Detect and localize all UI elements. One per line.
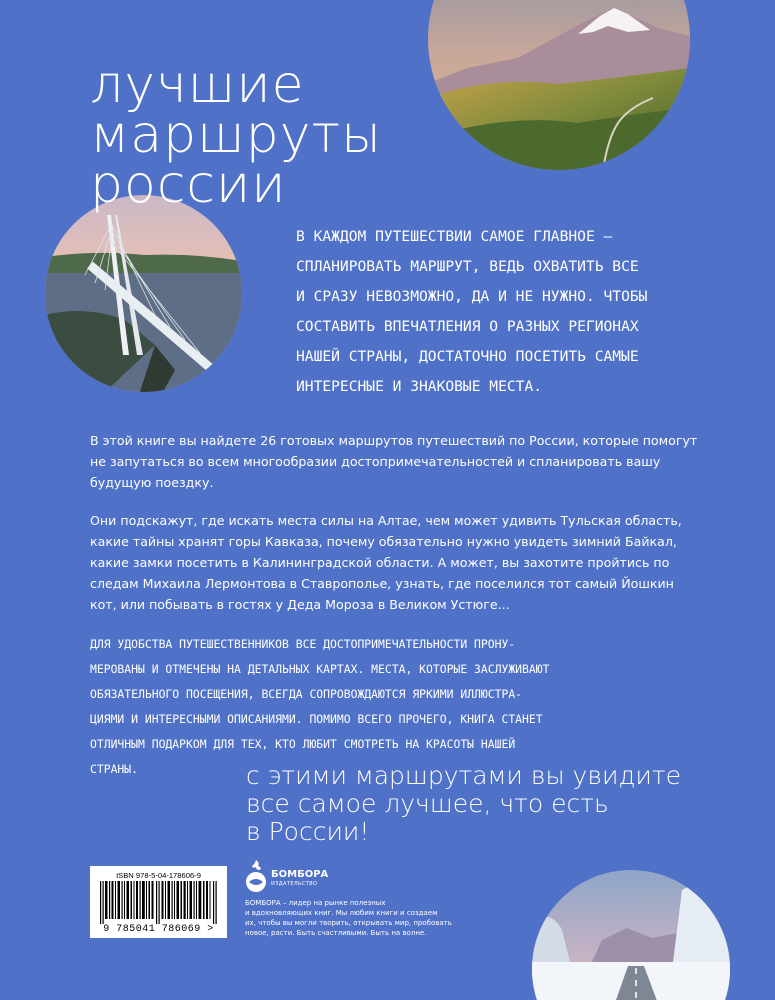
mountains-photo [428, 0, 690, 170]
paragraph-line: ОТЛИЧНЫМ ПОДАРКОМ ДЛЯ ТЕХ, КТО ЛЮБИТ СМОТРЕТЬ НА КРАСОТЫ НАШЕЙ [90, 737, 516, 751]
paragraph-line: СТРАНЫ. [90, 762, 139, 776]
paragraph-line: ОБЯЗАТЕЛЬНОГО ПОСЕЩЕНИЯ, ВСЕГДА СОПРОВОЖДАЮТСЯ ЯРКИМИ ИЛЛЮСТРА- [90, 687, 523, 701]
paragraph-line: будущую поездку. [90, 475, 214, 490]
paragraph-line: ЦИЯМИ И ИНТЕРЕСНЫМИ ОПИСАНИЯМИ. ПОМИМО ВСЕГО ПРОЧЕГО, КНИГА СТАНЕТ [90, 712, 543, 726]
note-line: и вдохновляющих книг. Мы любим книги и создаем [245, 909, 438, 917]
barcode-digits: 9 785041 786069 > [103, 924, 214, 935]
slogan-line: все самое лучшее, что есть [246, 789, 609, 818]
barcode-icon [98, 881, 220, 924]
lead-paragraph [296, 222, 744, 402]
title-line: россии [90, 155, 287, 215]
paragraph-line: ДЛЯ УДОБСТВА ПУТЕШЕСТВЕННИКОВ ВСЕ ДОСТОПРИМЕЧАТЕЛЬНОСТИ ПРОНУ- [90, 637, 516, 651]
winter-road-image [532, 870, 730, 1000]
isbn-barcode [90, 866, 227, 938]
slogan-line: в России! [246, 817, 370, 846]
paragraph-line: В этой книге вы найдете 26 готовых маршрутов путешествий по России, которые помогут [90, 433, 698, 448]
description-paragraph-1 [90, 430, 698, 493]
paragraph-line: какие тайны хранят горы Кавказа, почему обязательно нужно увидеть зимний Байкал, [90, 534, 677, 549]
lead-line: И СРАЗУ НЕВОЗМОЖНО, ДА И НЕ НУЖНО. ЧТОБЫ [296, 288, 648, 305]
slogan-line: с этими маршрутами вы увидите [246, 761, 681, 790]
lead-line: В КАЖДОМ ПУТЕШЕСТВИИ САМОЕ ГЛАВНОЕ – [296, 228, 613, 245]
lead-line: СПЛАНИРОВАТЬ МАРШРУТ, ВЕДЬ ОХВАТИТЬ ВСЕ [296, 258, 639, 275]
note-line: новое, расти. Быть счастливыми. Быть на волне. [245, 929, 427, 937]
description-paragraph-2 [90, 510, 682, 615]
note-line: их, чтобы вы могли творить, открывать мир, пробовать [245, 919, 452, 927]
bombora-logo-icon [245, 858, 267, 894]
winter-photo [532, 870, 730, 1000]
paragraph-line: следам Михаила Лермонтова в Ставрополье, узнать, где поселился тот самый Йошкин [90, 576, 674, 591]
lead-line: НАШЕЙ СТРАНЫ, ДОСТАТОЧНО ПОСЕТИТЬ САМЫЕ [296, 348, 639, 365]
publisher-note [245, 898, 515, 938]
slogan [246, 762, 681, 846]
cable-stayed-bridge-image [45, 195, 242, 392]
paragraph-line: МЕРОВАНЫ И ОТМЕЧЕНЫ НА ДЕТАЛЬНЫХ КАРТАХ. МЕСТА, КОТОРЫЕ ЗАСЛУЖИВАЮТ [90, 662, 550, 676]
publisher-subtitle: ИЗДАТЕЛЬСТВО [271, 881, 318, 887]
paragraph-line: кот, или побывать в гостях у Деда Мороза в Великом Устюге... [90, 597, 510, 612]
isbn-label: ISBN 978-5-04-178606-9 [116, 871, 201, 880]
features-paragraph [90, 632, 686, 782]
paragraph-line: какие замки посетить в Калининградской области. А может, вы захотите пройтись по [90, 555, 670, 570]
paragraph-line: не запутаться во всем многообразии достопримечательностей и спланировать вашу [90, 454, 661, 469]
note-line: БОМБОРА – лидер на рынке полезных [245, 899, 386, 907]
lead-line: ИНТЕРЕСНЫЕ И ЗНАКОВЫЕ МЕСТА. [296, 378, 543, 395]
publisher-name: БОМБОРА [271, 869, 329, 880]
bridge-photo [45, 195, 242, 392]
title-line: маршруты [90, 105, 382, 165]
paragraph-line: Они подскажут, где искать места силы на Алтае, чем может удивить Тульская область, [90, 513, 682, 528]
publisher-logo [245, 858, 355, 894]
book-title [90, 55, 382, 215]
mountain-landscape-image [428, 0, 690, 170]
lead-line: СОСТАВИТЬ ВПЕЧАТЛЕНИЯ О РАЗНЫХ РЕГИОНАХ [296, 318, 639, 335]
title-line: лучшие [90, 55, 305, 115]
